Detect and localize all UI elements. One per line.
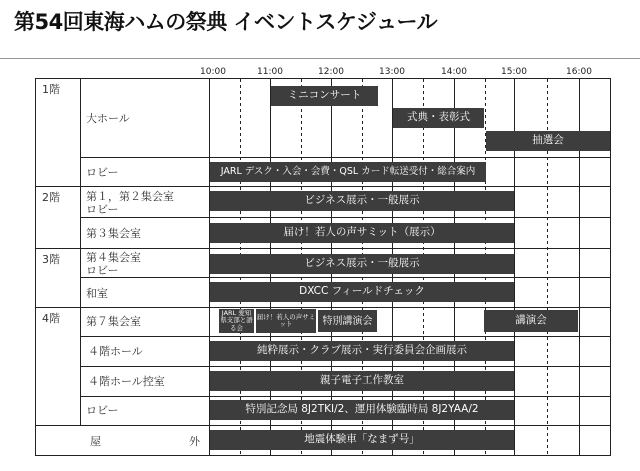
- room-hall-4f: ４階ホール: [88, 345, 143, 358]
- event-mini-concert: ミニコンサート: [271, 86, 378, 106]
- room-conf-4: 第４集会室: [86, 251, 141, 264]
- event-ceremony: 式典・表彰式: [393, 108, 484, 128]
- floor-label-1: 1階: [42, 83, 60, 96]
- room-main-hall: 大ホール: [86, 112, 130, 125]
- header-divider: [0, 58, 640, 59]
- room-conf-3: 第３集会室: [86, 227, 141, 240]
- room-outdoor-char-2: 外: [189, 435, 200, 448]
- event-pure-exhibit: 純粋展示・クラブ展示・実行委員会企画展示: [210, 341, 514, 361]
- room-outdoor-char-1: 屋: [90, 435, 101, 448]
- event-lottery: 抽選会: [486, 131, 610, 151]
- event-summit-exhibit: 届け！若人の声サミット（展示）: [210, 223, 514, 243]
- event-special-station: 特別記念局 8J2TKI/2、運用体験臨時局 8J2YAA/2: [210, 400, 514, 420]
- floor-label-3: 3階: [42, 253, 60, 266]
- room-conf-7: 第７集会室: [86, 315, 141, 328]
- floor-label-4: 4階: [42, 312, 60, 325]
- room-lobby-1f: ロビー: [86, 166, 119, 179]
- room-lobby-4f: ロビー: [86, 404, 119, 417]
- page-title: 第54回東海ハムの祭典 イベントスケジュール: [14, 10, 438, 34]
- time-label: 16:00: [566, 67, 592, 77]
- event-jarl-branch-talk: JARL 愛知県支部と語る会: [220, 309, 253, 332]
- time-label: 13:00: [379, 67, 405, 77]
- time-label: 12:00: [318, 67, 344, 77]
- event-quake-truck: 地震体験車「なまず号」: [210, 430, 514, 450]
- room-washitsu: 和室: [86, 287, 108, 300]
- room-outdoor: [90, 433, 200, 449]
- room-conf-1-2: 第１，第２集会室: [86, 190, 174, 203]
- time-label: 11:00: [257, 67, 283, 77]
- event-business-3f: ビジネス展示・一般展示: [210, 254, 514, 274]
- event-summit-talk: 届け！若人の声サミット: [256, 309, 316, 333]
- room-lobby-2f: ロビー: [86, 203, 119, 216]
- event-business-2f: ビジネス展示・一般展示: [210, 191, 514, 211]
- event-special-lecture: 特別講演会: [318, 310, 377, 332]
- event-jarl-desk: JARL デスク・入会・会費・QSL カード転送受付・総合案内: [210, 162, 486, 182]
- time-label: 15:00: [501, 67, 527, 77]
- room-hall-4f-control: ４階ホール控室: [88, 375, 165, 388]
- event-lecture: 講演会: [484, 310, 578, 332]
- event-dxcc-check: DXCC フィールドチェック: [210, 282, 514, 302]
- time-label: 10:00: [200, 67, 226, 77]
- event-kids-class: 親子電子工作教室: [210, 371, 514, 391]
- time-label: 14:00: [441, 67, 467, 77]
- floor-label-2: 2階: [42, 191, 60, 204]
- room-lobby-3f: ロビー: [86, 264, 119, 277]
